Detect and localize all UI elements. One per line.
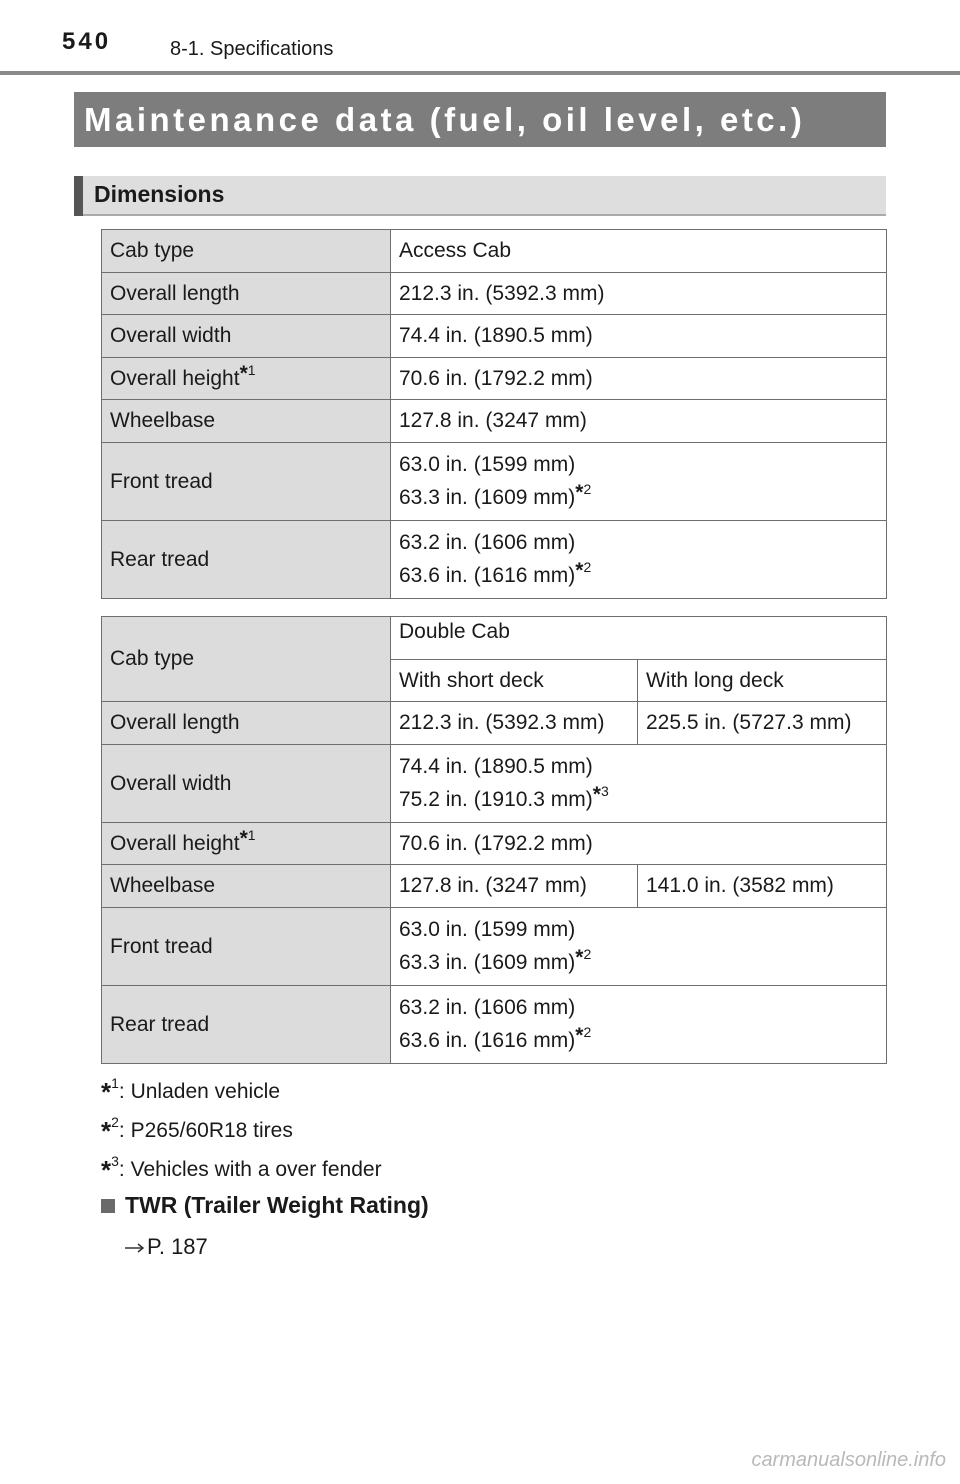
table-row bbox=[102, 443, 887, 521]
table-row bbox=[102, 400, 887, 443]
footnote-1: *$^1$: Unladen vehicle bbox=[101, 1075, 281, 1107]
row-value-cell bbox=[391, 521, 887, 599]
table-row bbox=[102, 358, 887, 400]
row-label: Front tread bbox=[102, 443, 391, 521]
row-value: 63.0 in. (1599 mm) bbox=[399, 453, 576, 476]
table-row bbox=[102, 823, 887, 865]
page-header bbox=[0, 0, 960, 76]
footnote-ref: *2 bbox=[575, 1024, 592, 1047]
row-label: Overall height bbox=[110, 831, 240, 855]
table-row bbox=[102, 230, 887, 273]
page-number: 540 bbox=[62, 28, 112, 55]
table-row bbox=[102, 521, 887, 599]
table-row bbox=[102, 986, 887, 1064]
row-value-alt: 63.6 in. (1616 mm)$^{*2}$ bbox=[399, 1024, 592, 1052]
row-value-alt: 63.3 in. (1609 mm)$^{*2}$ bbox=[399, 946, 592, 974]
row-label: Front tread bbox=[102, 908, 391, 986]
column-header-long-deck: With long deck bbox=[638, 660, 887, 702]
subheading-accent bbox=[74, 176, 83, 216]
double-cab-table bbox=[101, 616, 887, 1064]
row-label: Rear tread bbox=[102, 521, 391, 599]
row-value: 70.6 in. (1792.2 mm) bbox=[391, 358, 887, 400]
footnote-ref: *3 bbox=[592, 783, 609, 806]
cab-type-value: Double Cab bbox=[391, 617, 887, 660]
table-row bbox=[102, 617, 887, 660]
table-row bbox=[102, 908, 887, 986]
row-value-short: 212.3 in. (5392.3 mm) bbox=[391, 702, 638, 745]
row-value: 63.0 in. (1599 mm) bbox=[399, 918, 576, 941]
footnote-ref: *2 bbox=[575, 946, 592, 969]
row-value: 127.8 in. (3247 mm) bbox=[391, 400, 887, 443]
twr-heading: TWR (Trailer Weight Rating) bbox=[101, 1192, 429, 1219]
row-value: Access Cab bbox=[391, 230, 887, 273]
header-divider bbox=[0, 71, 960, 75]
table-row bbox=[102, 702, 887, 745]
row-value: 70.6 in. (1792.2 mm) bbox=[391, 823, 887, 865]
page-title: Maintenance data (fuel, oil level, etc.) bbox=[84, 101, 806, 138]
footnote-3: *$^3$: Vehicles with a over fender bbox=[101, 1153, 382, 1185]
row-value: 212.3 in. (5392.3 mm) bbox=[391, 273, 887, 315]
row-label: Overall width bbox=[102, 745, 391, 823]
row-label: Overall length bbox=[102, 273, 391, 315]
table-row bbox=[102, 315, 887, 358]
row-value-cell bbox=[391, 986, 887, 1064]
dimensions-subheading bbox=[74, 176, 886, 216]
page-reference-link[interactable]: P. 187 bbox=[124, 1234, 208, 1260]
row-value-cell bbox=[391, 745, 887, 823]
footnote-ref: *1 bbox=[239, 361, 256, 385]
column-header-short-deck: With short deck bbox=[391, 660, 638, 702]
row-value-cell bbox=[391, 908, 887, 986]
row-label: Wheelbase bbox=[102, 865, 391, 908]
subheading-label: Dimensions bbox=[94, 181, 225, 207]
row-label-cell bbox=[102, 823, 391, 865]
access-cab-table bbox=[101, 229, 887, 599]
footnote-ref: *2 bbox=[575, 559, 592, 582]
footnote-2: *$^2$: P265/60R18 tires bbox=[101, 1114, 293, 1146]
table-row bbox=[102, 745, 887, 823]
row-label: Overall length bbox=[102, 702, 391, 745]
row-value-alt: 63.6 in. (1616 mm)$^{*2}$ bbox=[399, 559, 592, 587]
arrow-right-icon bbox=[124, 1242, 146, 1254]
row-value: 63.2 in. (1606 mm) bbox=[399, 531, 576, 554]
table-row bbox=[102, 273, 887, 315]
section-title: 8-1. Specifications bbox=[170, 38, 334, 60]
footnote-ref: *2 bbox=[575, 481, 592, 504]
row-label: Overall width bbox=[102, 315, 391, 358]
row-value-alt: 63.3 in. (1609 mm)$^{*2}$ bbox=[399, 481, 592, 509]
site-watermark: carmanualsonline.info bbox=[751, 1449, 946, 1471]
square-bullet-icon bbox=[101, 1199, 115, 1213]
row-label: Rear tread bbox=[102, 986, 391, 1064]
row-value-alt: 75.2 in. (1910.3 mm)$^{*3}$ bbox=[399, 783, 609, 811]
row-label: Overall height bbox=[110, 366, 240, 390]
table-row bbox=[102, 865, 887, 908]
row-label: Cab type bbox=[102, 230, 391, 273]
row-label-cell bbox=[102, 358, 391, 400]
row-value: 74.4 in. (1890.5 mm) bbox=[391, 315, 887, 358]
row-value-short: 127.8 in. (3247 mm) bbox=[391, 865, 638, 908]
row-value: 63.2 in. (1606 mm) bbox=[399, 996, 576, 1019]
row-value-long: 225.5 in. (5727.3 mm) bbox=[638, 702, 887, 745]
title-banner bbox=[74, 92, 886, 147]
row-label: Wheelbase bbox=[102, 400, 391, 443]
row-label: Cab type bbox=[102, 617, 391, 702]
row-value-long: 141.0 in. (3582 mm) bbox=[638, 865, 887, 908]
row-value-cell bbox=[391, 443, 887, 521]
footnote-ref: *1 bbox=[239, 826, 256, 850]
row-value: 74.4 in. (1890.5 mm) bbox=[399, 755, 593, 778]
